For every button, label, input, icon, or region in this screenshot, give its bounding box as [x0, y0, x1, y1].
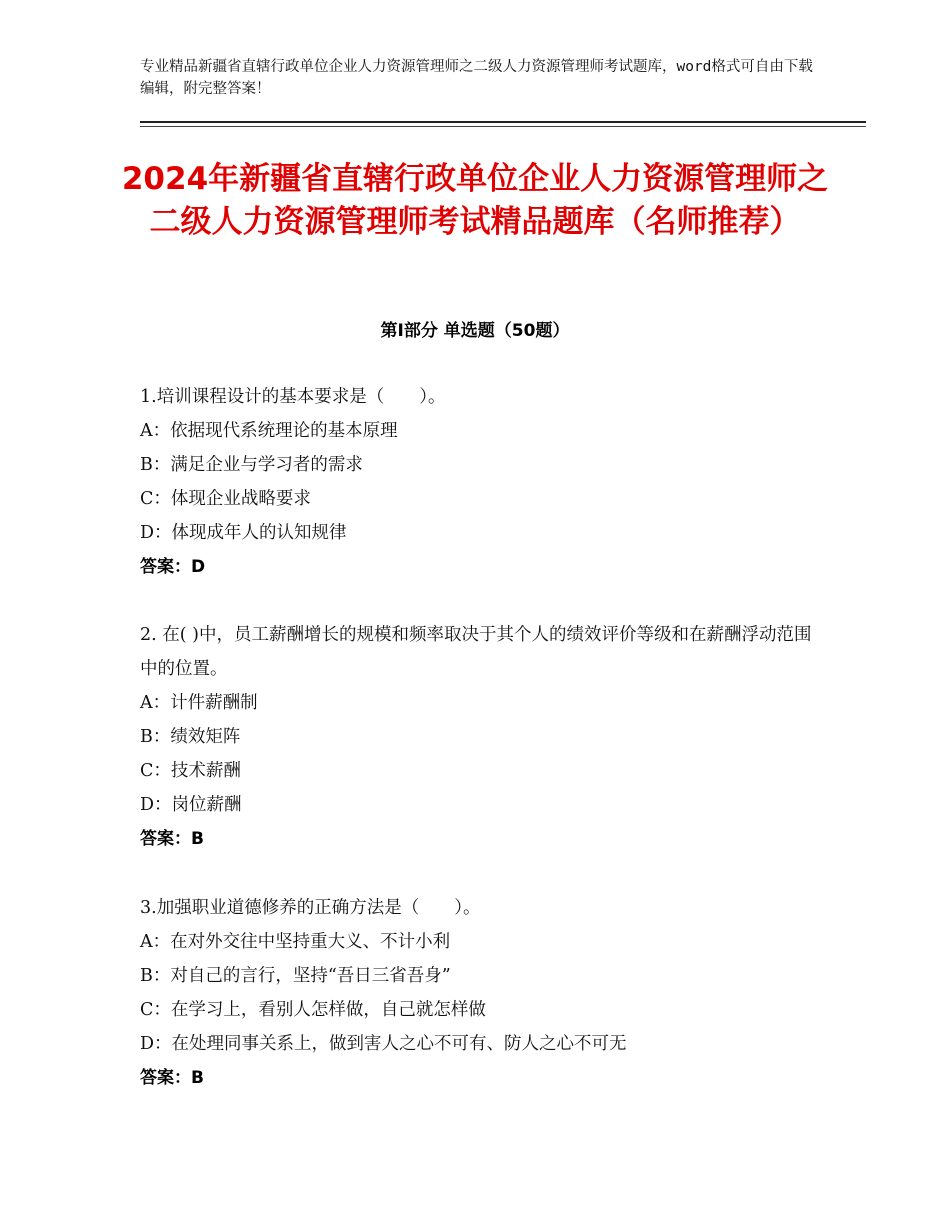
option-a: A：计件薪酬制	[140, 693, 258, 713]
header-divider-thin	[140, 126, 866, 127]
answer: 答案：D	[140, 557, 206, 577]
header-note: 专业精品新疆省直辖行政单位企业人力资源管理师之二级人力资源管理师考试题库，word格式可自由下载编辑，附完整答案！	[140, 59, 813, 97]
document-title: 2024年新疆省直辖行政单位企业人力资源管理师之二级人力资源管理师考试精品题库（名师推荐）	[121, 161, 829, 240]
option-d: D：体现成年人的认知规律	[140, 523, 347, 543]
option-b: B：对自己的言行，坚持“吾日三省吾身”	[140, 966, 451, 986]
option-a: A：在对外交往中坚持重大义、不计小利	[140, 932, 451, 952]
answer: 答案：B	[140, 829, 204, 849]
option-c: C：技术薪酬	[140, 761, 241, 781]
question-3	[140, 891, 820, 1095]
answer: 答案：B	[140, 1068, 204, 1088]
option-c: C：在学习上，看别人怎样做，自己就怎样做	[140, 1000, 486, 1020]
option-a: A：依据现代系统理论的基本原理	[140, 421, 398, 441]
header-divider-thick	[140, 121, 866, 123]
option-d: D：岗位薪酬	[140, 795, 242, 815]
option-c: C：体现企业战略要求	[140, 489, 311, 509]
question-stem: 2. 在( )中，员工薪酬增长的规模和频率取决于其个人的绩效评价等级和在薪酬浮动范围中的位置。	[140, 625, 812, 679]
option-b: B：满足企业与学习者的需求	[140, 455, 363, 475]
section-heading: 第Ⅰ部分 单选题（50题）	[380, 321, 570, 341]
question-2	[140, 618, 820, 856]
question-stem: 3.加强职业道德修养的正确方法是（ ）。	[140, 898, 481, 918]
question-1	[140, 380, 820, 584]
option-d: D：在处理同事关系上，做到害人之心不可有、防人之心不可无	[140, 1034, 627, 1054]
option-b: B：绩效矩阵	[140, 727, 241, 747]
question-stem: 1.培训课程设计的基本要求是（ ）。	[140, 387, 446, 407]
